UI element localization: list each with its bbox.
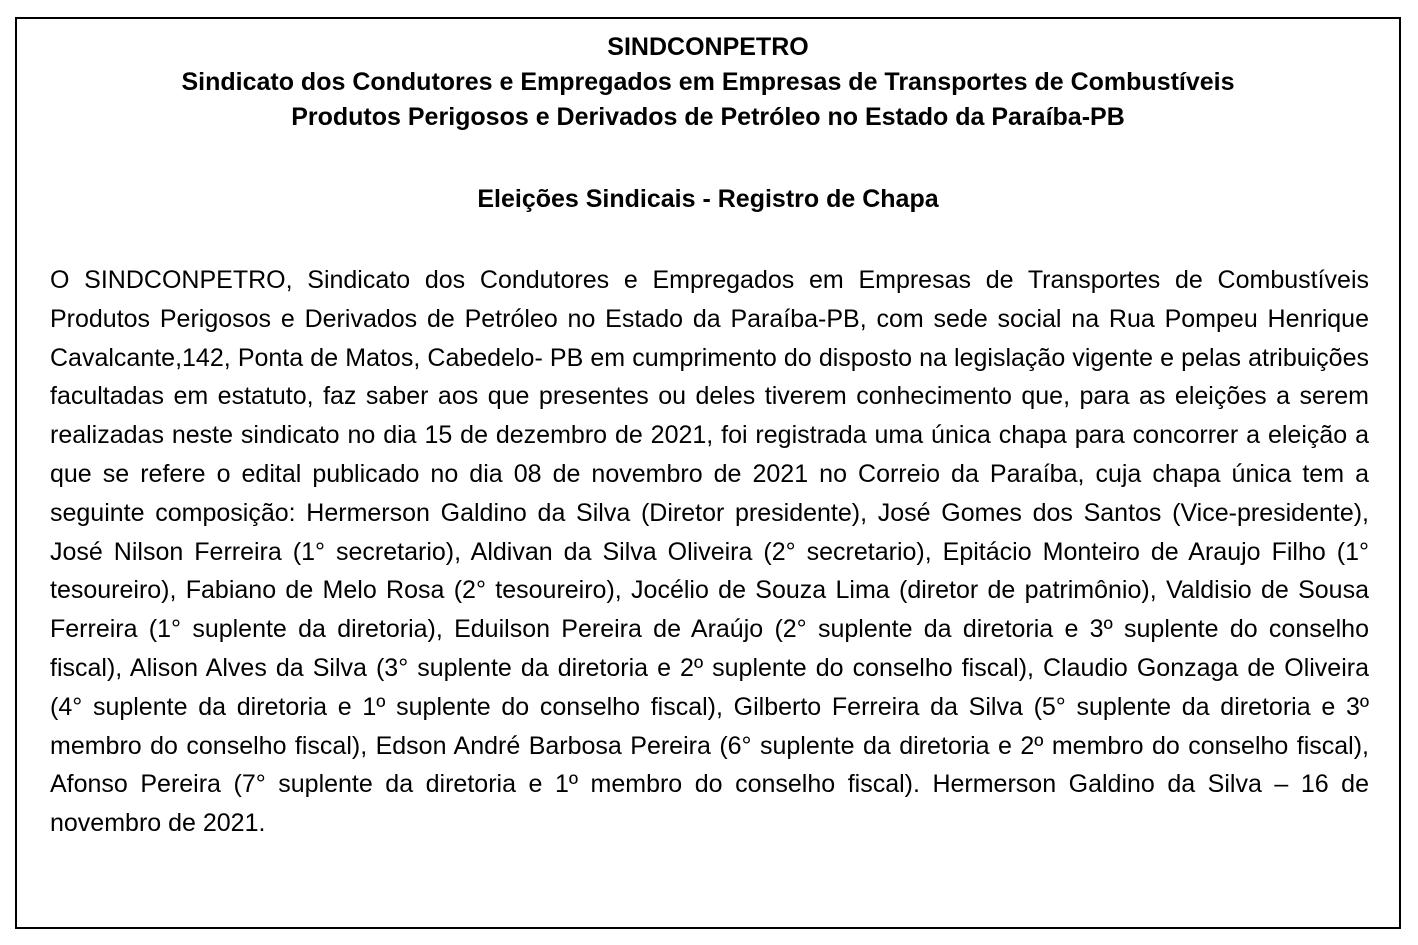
organization-acronym: SINDCONPETRO [607, 33, 809, 61]
organization-name-line-2: Produtos Perigosos e Derivados de Petróleo no Estado da Paraíba-PB [291, 103, 1125, 131]
notice-frame [15, 17, 1401, 929]
notice-title: Eleições Sindicais - Registro de Chapa [477, 185, 939, 213]
organization-name-line-1: Sindicato dos Condutores e Empregados em Empresas de Transportes de Combustíveis [181, 68, 1235, 96]
notice-body: O SINDCONPETRO, Sindicato dos Condutores e Empregados em Empresas de Transportes de Combustíveis Produtos Perigosos e Derivados de Petróleo no Estado da Paraíba-PB, com sede social na Rua Pompeu Henrique Cavalcante,142, Ponta de Matos, Cabedelo- PB em cumprimento do disposto na legislação vigente e pelas atribuições facultadas em estatuto, faz saber aos que presentes ou deles tiverem conhecimento que, para as eleições a serem realizadas neste sindicato no dia 15 de dezembro de 2021, foi registrada uma única chapa para concorrer a eleição a que se refere o edital publicado no dia 08 de novembro de 2021 no Correio da Paraíba, cuja chapa única tem a seguinte composição: Hermerson Galdino da Silva (Diretor presidente), José Gomes dos Santos (Vice-presidente), José Nilson Ferreira (1° secretario), Aldivan da Silva Oliveira (2° secretario), Epitácio Monteiro de Araujo Filho (1° tesoureiro), Fabiano de Melo Rosa (2° tesoureiro), Jocélio de Souza Lima (diretor de patrimônio), Valdisio de Sousa Ferreira (1° suplente da diretoria), Eduilson Pereira de Araújo (2° suplente da diretoria e 3º suplente do conselho fiscal), Alison Alves da Silva (3° suplente da diretoria e 2º suplente do conselho fiscal), Claudio Gonzaga de Oliveira (4° suplente da diretoria e 1º suplente do conselho fiscal), Gilberto Ferreira da Silva (5° suplente da diretoria e 3º membro do conselho fiscal), Edson André Barbosa Pereira (6° suplente da diretoria e 2º membro do conselho fiscal), Afonso Pereira (7° suplente da diretoria e 1º membro do conselho fiscal). Hermerson Galdino da Silva – 16 de novembro de 2021. [50, 266, 1369, 838]
